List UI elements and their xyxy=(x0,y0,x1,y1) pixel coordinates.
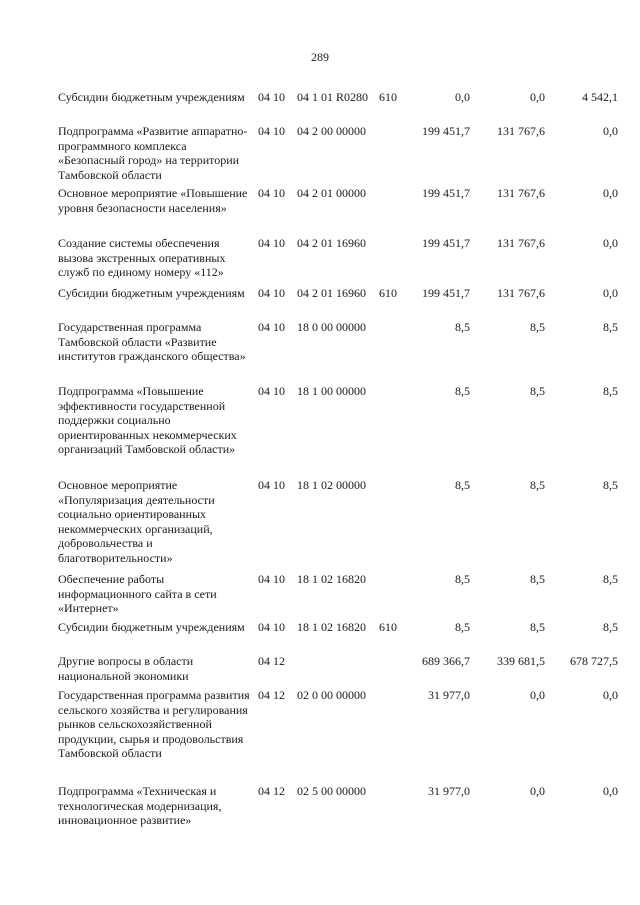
row-section-code: 04 12 xyxy=(258,688,285,702)
row-amount-col2: 131 767,6 xyxy=(497,124,545,138)
row-name: Субсидии бюджетным учреждениям xyxy=(58,286,245,300)
row-amount-col3: 4 542,1 xyxy=(582,90,618,104)
row-amount-col2: 8,5 xyxy=(530,620,545,634)
row-section-code: 04 10 xyxy=(258,384,285,398)
row-target-code: 04 2 01 00000 xyxy=(297,186,366,200)
row-amount-col2: 8,5 xyxy=(530,320,545,334)
page-number: 289 xyxy=(311,50,329,64)
row-amount-col2: 8,5 xyxy=(530,572,545,586)
row-target-code: 04 1 01 R0280 xyxy=(297,90,369,104)
row-amount-col1: 199 451,7 xyxy=(422,124,470,138)
row-name: Обеспечение работы информационного сайта в сети «Интернет» xyxy=(58,572,217,616)
row-amount-col3: 0,0 xyxy=(603,784,618,798)
row-name: Подпрограмма «Техническая и технологическая модернизация, инновационное развитие» xyxy=(58,784,222,828)
row-amount-col2: 0,0 xyxy=(530,90,545,104)
row-amount-col2: 339 681,5 xyxy=(497,654,545,668)
row-amount-col3: 678 727,5 xyxy=(570,654,618,668)
row-amount-col2: 8,5 xyxy=(530,478,545,492)
row-name: Государственная программа развития сельского хозяйства и регулирования рынков сельскохозяйственной продукции, сырья и продовольствия Тамбовской области xyxy=(58,688,250,761)
row-target-code: 02 0 00 00000 xyxy=(297,688,366,702)
row-amount-col1: 0,0 xyxy=(455,90,470,104)
row-section-code: 04 12 xyxy=(258,784,285,798)
row-section-code: 04 10 xyxy=(258,286,285,300)
row-target-code: 02 5 00 00000 xyxy=(297,784,366,798)
row-amount-col1: 8,5 xyxy=(455,620,470,634)
row-amount-col3: 0,0 xyxy=(603,124,618,138)
row-section-code: 04 10 xyxy=(258,90,285,104)
row-amount-col3: 8,5 xyxy=(603,320,618,334)
row-amount-col3: 0,0 xyxy=(603,286,618,300)
row-name: Другие вопросы в области национальной экономики xyxy=(58,654,194,683)
row-section-code: 04 10 xyxy=(258,478,285,492)
row-amount-col1: 8,5 xyxy=(455,320,470,334)
row-amount-col3: 8,5 xyxy=(603,478,618,492)
row-target-code: 04 2 01 16960 xyxy=(297,236,366,250)
row-section-code: 04 10 xyxy=(258,572,285,586)
row-section-code: 04 10 xyxy=(258,620,285,634)
row-amount-col2: 8,5 xyxy=(530,384,545,398)
row-target-code: 18 1 02 00000 xyxy=(297,478,366,492)
row-section-code: 04 10 xyxy=(258,186,285,200)
row-expense-type-code: 610 xyxy=(379,620,397,634)
row-amount-col1: 199 451,7 xyxy=(422,286,470,300)
row-target-code: 18 1 00 00000 xyxy=(297,384,366,398)
row-name: Подпрограмма «Развитие аппаратно-программного комплекса «Безопасный город» на территории Тамбовской области xyxy=(58,124,248,182)
row-name: Субсидии бюджетным учреждениям xyxy=(58,90,245,104)
row-name: Основное мероприятие «Повышение уровня безопасности населения» xyxy=(58,186,248,215)
row-amount-col2: 131 767,6 xyxy=(497,236,545,250)
row-target-code: 18 1 02 16820 xyxy=(297,620,366,634)
row-amount-col1: 8,5 xyxy=(455,384,470,398)
row-name: Субсидии бюджетным учреждениям xyxy=(58,620,245,634)
row-expense-type-code: 610 xyxy=(379,90,397,104)
row-amount-col1: 199 451,7 xyxy=(422,236,470,250)
row-amount-col3: 0,0 xyxy=(603,236,618,250)
row-amount-col1: 8,5 xyxy=(455,478,470,492)
row-expense-type-code: 610 xyxy=(379,286,397,300)
row-name: Основное мероприятие «Популяризация деятельности социально ориентированных некоммерческих организаций, добровольчества и благотворительности» xyxy=(58,478,215,565)
row-target-code: 04 2 00 00000 xyxy=(297,124,366,138)
row-amount-col1: 199 451,7 xyxy=(422,186,470,200)
row-amount-col3: 8,5 xyxy=(603,384,618,398)
row-target-code: 04 2 01 16960 xyxy=(297,286,366,300)
row-amount-col3: 8,5 xyxy=(603,572,618,586)
row-amount-col3: 0,0 xyxy=(603,186,618,200)
row-amount-col2: 131 767,6 xyxy=(497,186,545,200)
row-name: Создание системы обеспечения вызова экстренных оперативных служб по единому номеру «112» xyxy=(58,236,226,280)
row-section-code: 04 10 xyxy=(258,124,285,138)
row-name: Подпрограмма «Повышение эффективности государственной поддержки социально ориентированных некоммерческих организаций Тамбовской области» xyxy=(58,384,237,457)
row-target-code: 18 1 02 16820 xyxy=(297,572,366,586)
row-amount-col1: 31 977,0 xyxy=(428,688,470,702)
row-section-code: 04 10 xyxy=(258,320,285,334)
row-amount-col2: 0,0 xyxy=(530,784,545,798)
row-amount-col1: 689 366,7 xyxy=(422,654,470,668)
row-amount-col3: 8,5 xyxy=(603,620,618,634)
row-amount-col2: 131 767,6 xyxy=(497,286,545,300)
row-target-code: 18 0 00 00000 xyxy=(297,320,366,334)
row-amount-col1: 8,5 xyxy=(455,572,470,586)
row-amount-col1: 31 977,0 xyxy=(428,784,470,798)
row-section-code: 04 12 xyxy=(258,654,285,668)
row-amount-col3: 0,0 xyxy=(603,688,618,702)
row-name: Государственная программа Тамбовской области «Развитие институтов гражданского общества» xyxy=(58,320,246,364)
row-section-code: 04 10 xyxy=(258,236,285,250)
row-amount-col2: 0,0 xyxy=(530,688,545,702)
